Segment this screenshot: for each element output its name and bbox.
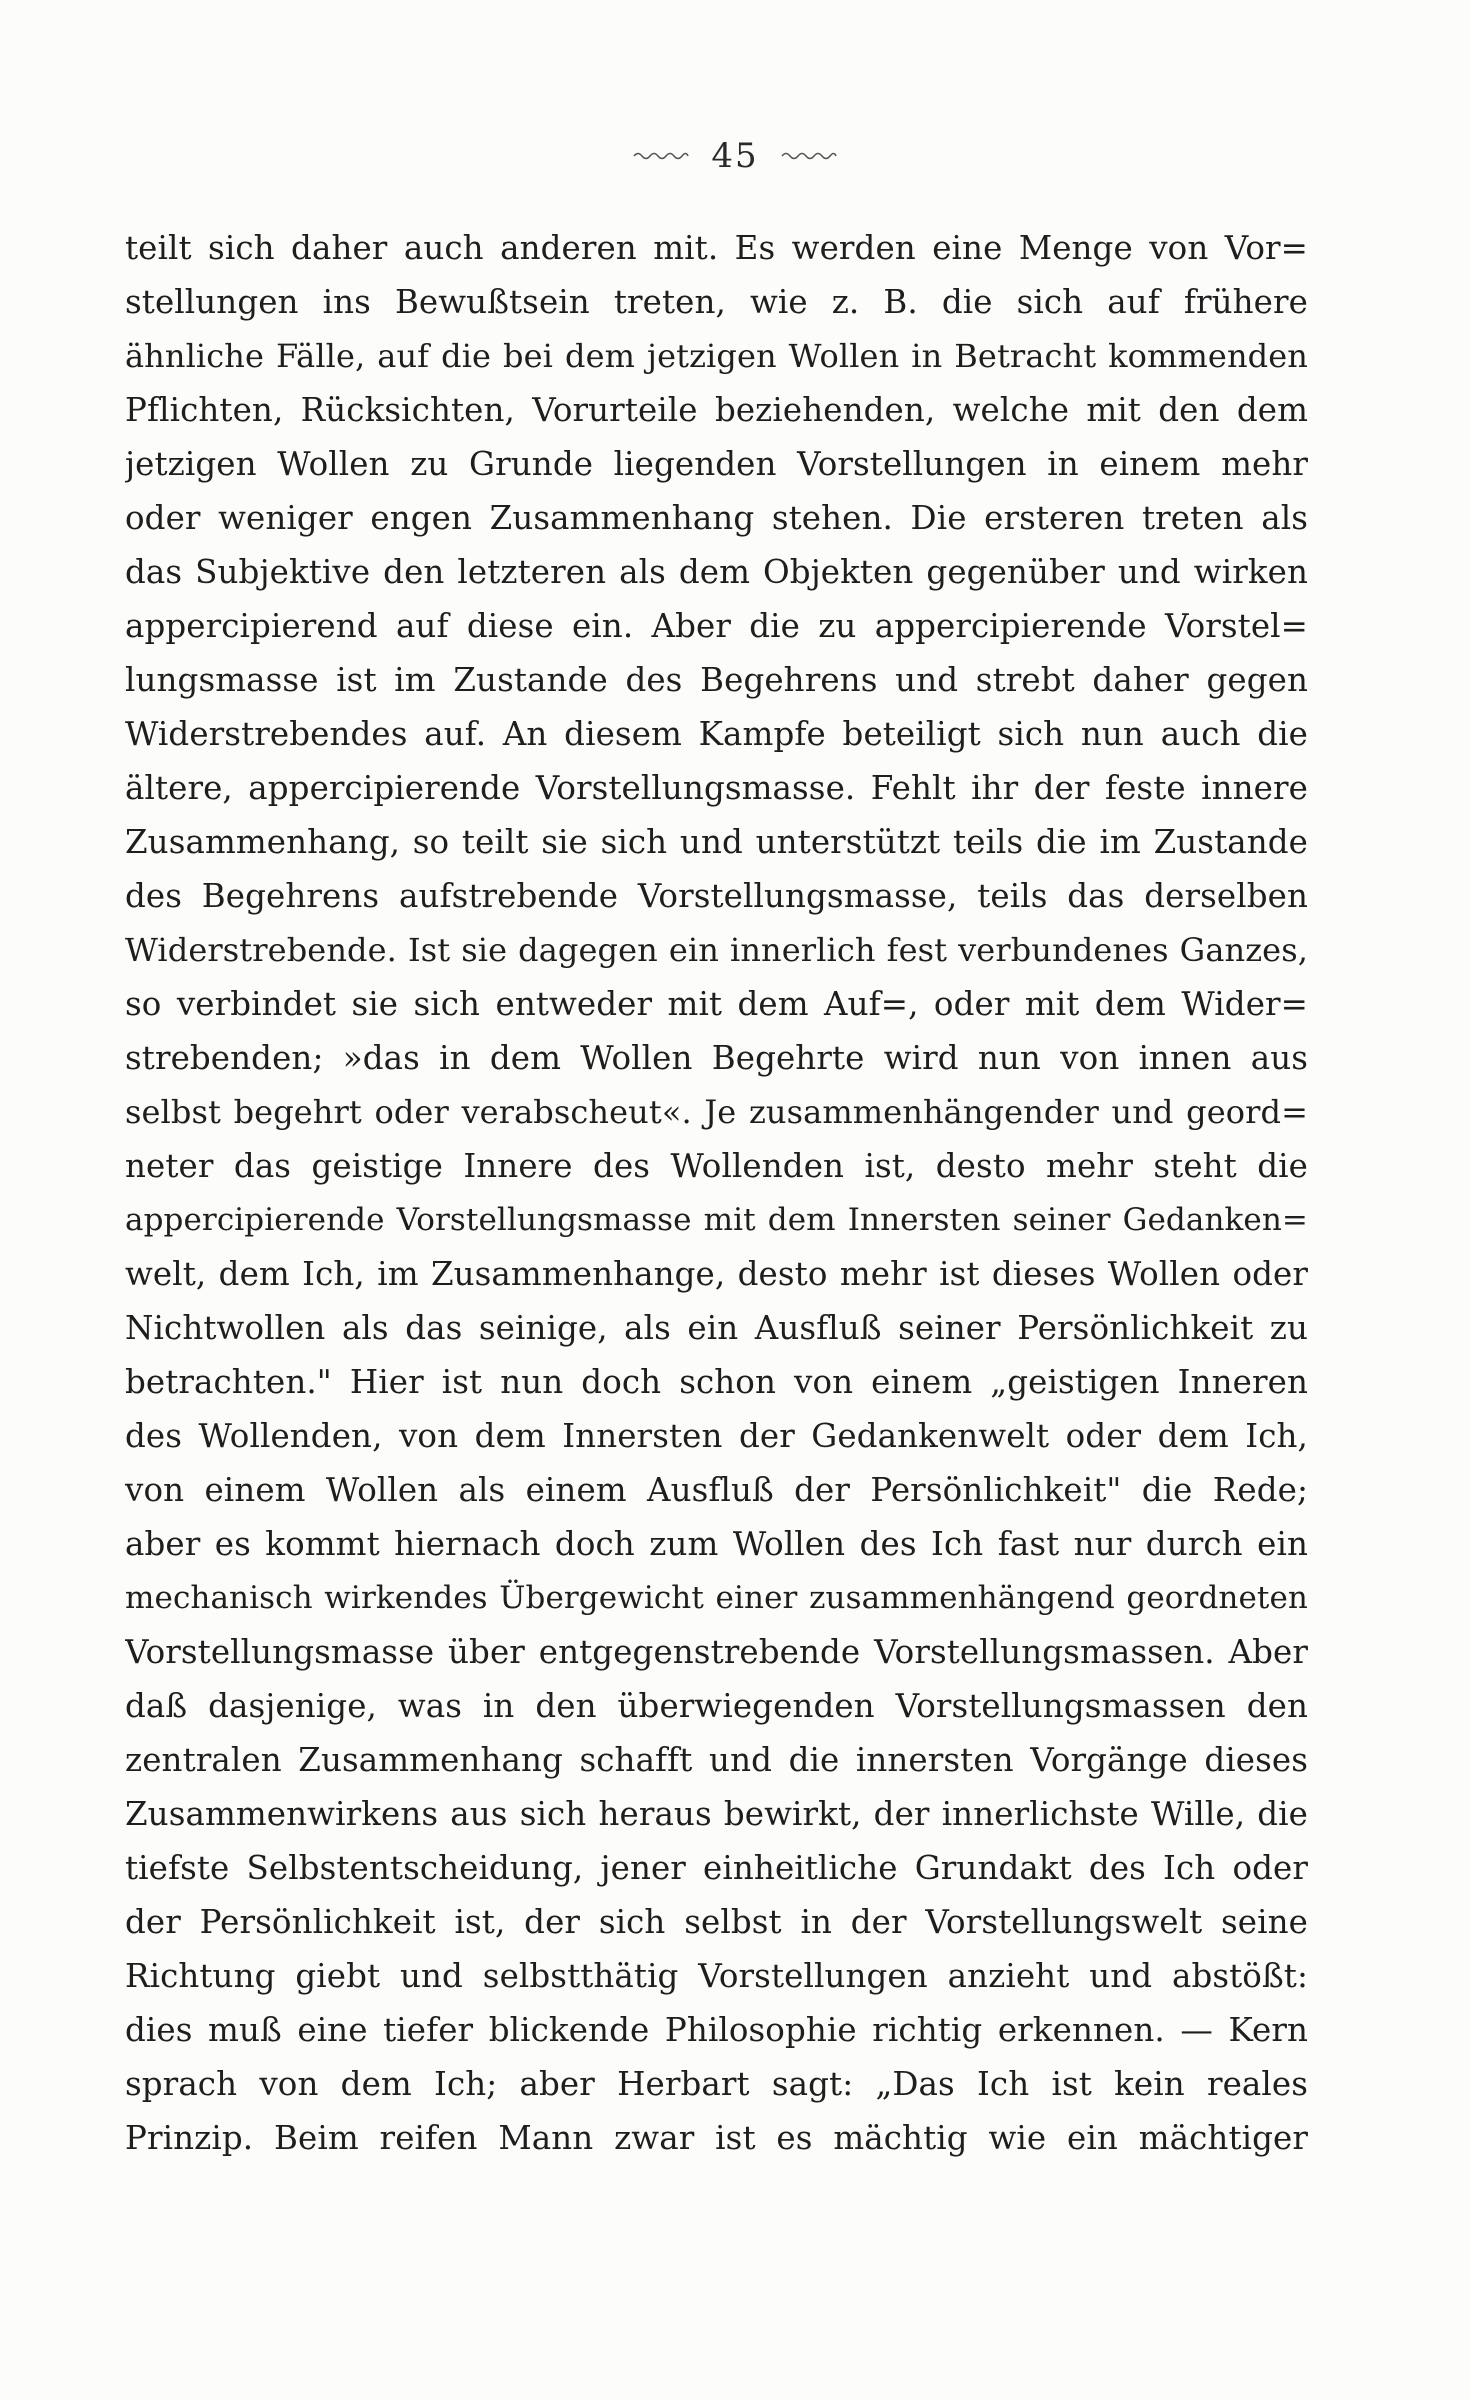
text-line: neter das geistige Innere des Wollenden ist, desto mehr steht die — [125, 1147, 1308, 1185]
text-line: des Begehrens aufstrebende Vorstellungsmasse, teils das derselben — [125, 877, 1308, 915]
text-line: Widerstrebende. Ist sie dagegen ein innerlich fest verbundenes Ganzes, — [125, 931, 1308, 969]
text-line: Zusammenhang, so teilt sie sich und unterstützt teils die im Zustande — [125, 823, 1308, 861]
text-line: dies muß eine tiefer blickende Philosophie richtig erkennen. — Kern — [125, 2011, 1308, 2049]
text-line: das Subjektive den letzteren als dem Objekten gegenüber und wirken — [125, 553, 1308, 591]
text-line: oder weniger engen Zusammenhang stehen. Die ersteren treten als — [125, 499, 1308, 537]
ornament-right-icon — [781, 149, 837, 163]
text-line: Richtung giebt und selbstthätig Vorstellungen anzieht und abstößt: — [125, 1957, 1308, 1995]
page-header — [0, 126, 1470, 186]
text-line: strebenden; »das in dem Wollen Begehrte wird nun von innen aus — [125, 1039, 1308, 1077]
text-line: Prinzip. Beim reifen Mann zwar ist es mächtig wie ein mächtiger — [125, 2119, 1308, 2157]
text-line: teilt sich daher auch anderen mit. Es werden eine Menge von Vor= — [125, 229, 1308, 267]
text-line: appercipierend auf diese ein. Aber die zu appercipierende Vorstel= — [125, 607, 1308, 645]
text-line: von einem Wollen als einem Ausfluß der Persönlichkeit" die Rede; — [125, 1471, 1308, 1509]
text-line: Vorstellungsmasse über entgegenstrebende Vorstellungsmassen. Aber — [125, 1633, 1308, 1671]
text-line: mechanisch wirkendes Übergewicht einer zusammenhängend geordneten — [125, 1580, 1308, 1616]
body-text — [125, 221, 1308, 2165]
text-line: appercipierende Vorstellungsmasse mit dem Innersten seiner Gedanken= — [125, 1202, 1308, 1238]
text-line: betrachten." Hier ist nun doch schon von einem „geistigen Inneren — [125, 1363, 1308, 1401]
text-line: Zusammenwirkens aus sich heraus bewirkt, der innerlichste Wille, die — [125, 1795, 1308, 1833]
text-line: zentralen Zusammenhang schafft und die innersten Vorgänge dieses — [125, 1741, 1308, 1779]
text-line: Pflichten, Rücksichten, Vorurteile beziehenden, welche mit den dem — [125, 391, 1308, 429]
ornament-left-icon — [633, 149, 689, 163]
page-number: 45 — [711, 136, 759, 176]
text-line: sprach von dem Ich; aber Herbart sagt: „Das Ich ist kein reales — [125, 2065, 1308, 2103]
text-line: Nichtwollen als das seinige, als ein Ausfluß seiner Persönlichkeit zu — [125, 1309, 1308, 1347]
text-line: welt, dem Ich, im Zusammenhange, desto mehr ist dieses Wollen oder — [125, 1255, 1308, 1293]
text-line: der Persönlichkeit ist, der sich selbst in der Vorstellungswelt seine — [125, 1903, 1308, 1941]
text-line: tiefste Selbstentscheidung, jener einheitliche Grundakt des Ich oder — [125, 1849, 1308, 1887]
text-line: ähnliche Fälle, auf die bei dem jetzigen Wollen in Betracht kommenden — [125, 337, 1308, 375]
text-line: jetzigen Wollen zu Grunde liegenden Vorstellungen in einem mehr — [125, 445, 1308, 483]
text-line: aber es kommt hiernach doch zum Wollen des Ich fast nur durch ein — [125, 1525, 1308, 1563]
text-line: ältere, appercipierende Vorstellungsmasse. Fehlt ihr der feste innere — [125, 769, 1308, 807]
text-line: daß dasjenige, was in den überwiegenden Vorstellungsmassen den — [125, 1687, 1308, 1725]
text-line: des Wollenden, von dem Innersten der Gedankenwelt oder dem Ich, — [125, 1417, 1308, 1455]
text-line: so verbindet sie sich entweder mit dem Auf=, oder mit dem Wider= — [125, 985, 1308, 1023]
text-line: selbst begehrt oder verabscheut«. Je zusammenhängender und geord= — [125, 1093, 1308, 1131]
text-line: Widerstrebendes auf. An diesem Kampfe beteiligt sich nun auch die — [125, 715, 1308, 753]
text-line: stellungen ins Bewußtsein treten, wie z. B. die sich auf frühere — [125, 283, 1308, 321]
text-line: lungsmasse ist im Zustande des Begehrens und strebt daher gegen — [125, 661, 1308, 699]
